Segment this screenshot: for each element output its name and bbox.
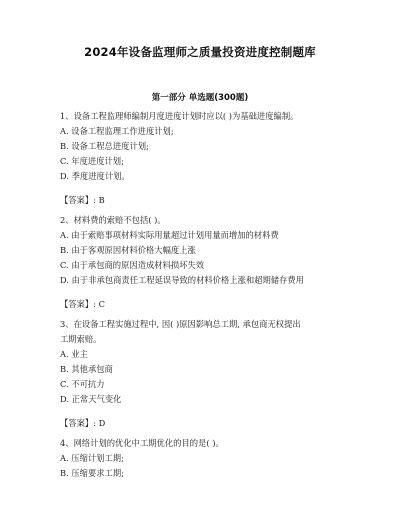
- question-2-option-d: D. 由于非承包商责任工程延误导致的材料价格上涨和超期储存费用: [60, 275, 304, 285]
- section-title: 第一部分 单选题(300题): [151, 93, 249, 103]
- question-1-option-a: A. 设备工程监理工作进度计划;: [60, 126, 174, 136]
- question-2-answer: 【答案】: C: [60, 299, 105, 309]
- question-4-option-a: A. 压缩计划工期;: [60, 453, 124, 463]
- question-3-stem-line-2: 工期索赔。: [60, 334, 102, 344]
- question-1-stem: 1、设备工程监理师编制月度进度计划时应以( )为基础进度编制。: [60, 111, 299, 121]
- question-2-stem: 2、材料费的索赔不包括( )。: [60, 215, 166, 225]
- question-4-option-b: B. 压缩要求工期;: [60, 468, 124, 478]
- question-4-stem: 4、网络计划的优化中工期优化的目的是( )。: [60, 438, 224, 448]
- question-1-option-c: C. 年度进度计划;: [60, 156, 124, 166]
- question-3-option-c: C. 不可抗力: [60, 379, 105, 389]
- question-3-stem-line-1: 3、在设备工程实施过程中, 因( )原因影响总工期, 承包商无权提出: [60, 319, 301, 329]
- question-3-option-b: B. 其他承包商: [60, 364, 113, 374]
- question-1-option-d: D. 季度进度计划。: [60, 171, 130, 181]
- question-2-option-c: C. 由于承包商的原因造成材料损坏失效: [60, 260, 205, 270]
- question-2-option-a: A. 由于索赔事项材料实际用量超过计划用量而增加的材料费: [60, 230, 279, 240]
- question-2-option-b: B. 由于客观原因材料价格大幅度上涨: [60, 245, 196, 255]
- question-3-answer: 【答案】: D: [60, 418, 106, 428]
- document-title: 2024年设备监理师之质量投资进度控制题库: [84, 45, 316, 59]
- question-1-option-b: B. 设备工程总进度计划;: [60, 141, 149, 151]
- question-1-answer: 【答案】: B: [60, 195, 105, 205]
- question-3-option-d: D. 正常天气变化: [60, 394, 122, 404]
- question-3-option-a: A. 业主: [60, 349, 88, 359]
